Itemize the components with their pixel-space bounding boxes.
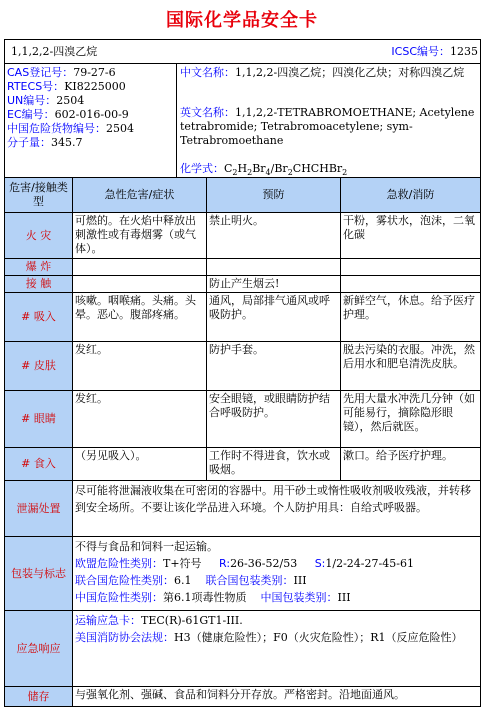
s-label: S: xyxy=(314,557,326,570)
row-prevention: 防护手套。 xyxy=(207,342,341,391)
mw-value: 345.7 xyxy=(51,136,83,149)
rtecs-value: KI8225000 xyxy=(64,80,126,93)
table-header-row xyxy=(5,178,481,213)
mw-label: 分子量： xyxy=(7,136,51,149)
packaging-eu xyxy=(75,555,478,572)
packaging-label: 包装与标志 xyxy=(5,537,73,611)
un-pack-label: 联合国包装类别： xyxy=(205,574,294,587)
transport-card xyxy=(75,612,478,629)
emergency-text xyxy=(73,611,481,687)
un-hazard-label: 联合国危险性类别： xyxy=(75,574,174,587)
eu-class-label: 欧盟危险性类别： xyxy=(75,557,163,570)
formula-label: 化学式： xyxy=(180,162,224,175)
table-row xyxy=(5,276,481,293)
row-prevention: 防止产生烟云! xyxy=(207,276,341,293)
table-row xyxy=(5,259,481,276)
header-hazard: 急性危害/症状 xyxy=(73,178,207,213)
row-hazard: 发红。 xyxy=(73,391,207,448)
row-prevention: 工作时不得进食，饮水或吸烟。 xyxy=(207,448,341,481)
un-pack-value: III xyxy=(293,574,307,587)
cn-name-value: 1,1,2,2-四溴乙烷；四溴化乙炔；对称四溴乙烷 xyxy=(235,66,465,79)
header-prevention: 预防 xyxy=(207,178,341,213)
ec-label: EC编号： xyxy=(7,108,55,121)
row-hazard xyxy=(73,259,207,276)
row-prevention: 禁止明火。 xyxy=(207,213,341,259)
r-label: R: xyxy=(219,557,231,570)
en-name-value: 1,1,2,2-TETRABROMOETHANE; Acetylene tetrabromide; Tetrabromoacetylene; sym-Tetrabromoethane xyxy=(180,106,475,147)
cn-pack-value: III xyxy=(337,591,351,604)
row-type: 火 灾 xyxy=(5,213,73,259)
row-type: # 食入 xyxy=(5,448,73,481)
formula-value: $C_2H_2Br_4/Br_2CHCHBr_2$ xyxy=(224,162,348,178)
ec-value: 602-016-00-9 xyxy=(54,108,129,121)
spill-row xyxy=(5,481,481,537)
packaging-text xyxy=(73,537,481,611)
row-first-aid: 干粉，雾状水，泡沫，二氧化碳 xyxy=(341,213,481,259)
transport-card-label: 运输应急卡： xyxy=(75,614,141,627)
transport-card-value: TEC(R)-61GT1-III. xyxy=(141,614,243,627)
nfpa-label: 美国消防协会法规： xyxy=(75,631,174,644)
row-first-aid: 先用大量水冲洗几分钟（如可能易行，摘除隐形眼镜），然后就医。 xyxy=(341,391,481,448)
storage-text: 与强氧化剂、强碱、食品和饲料分开存放。严格密封。沿地面通风。 xyxy=(73,687,481,707)
en-name-label: 英文名称： xyxy=(180,106,235,119)
s-value: 1/2-24-27-45-61 xyxy=(325,557,414,570)
r-value: 26-36-52/53 xyxy=(230,557,298,570)
row-prevention: 通风，局部排气通风或呼吸防护。 xyxy=(207,293,341,342)
china-number-label: 中国危险货物编号： xyxy=(7,122,106,135)
row-first-aid: 漱口。给予医疗护理。 xyxy=(341,448,481,481)
row-first-aid xyxy=(341,259,481,276)
spill-label: 泄漏处置 xyxy=(5,481,73,537)
packaging-row xyxy=(5,537,481,611)
un-label: UN编号： xyxy=(7,94,57,107)
card-title: 国际化学品安全卡 xyxy=(166,10,318,31)
row-hazard: 咳嗽。咽喉痛。头痛。头晕。恶心。腹部疼痛。 xyxy=(73,293,207,342)
storage-label: 储存 xyxy=(5,687,73,707)
spill-text: 尽可能将泄漏液收集在可密闭的容器中。用干砂土或惰性吸收剂吸收残液，并转移到安全场所。不要让该化学品进入环境。个人防护用具：自给式呼吸器。 xyxy=(73,481,481,537)
storage-row xyxy=(5,687,481,707)
identifiers-cell xyxy=(5,64,177,179)
header-type: 危害/接触类型 xyxy=(5,178,73,213)
row-type: 接 触 xyxy=(5,276,73,293)
table-row xyxy=(5,391,481,448)
un-value: 2504 xyxy=(56,94,85,107)
table-row xyxy=(5,213,481,259)
row-hazard: （另见吸入）。 xyxy=(73,448,207,481)
row-first-aid xyxy=(341,276,481,293)
emergency-label: 应急响应 xyxy=(5,611,73,687)
cn-name-label: 中文名称： xyxy=(180,66,235,79)
row-hazard: 可燃的。在火焰中释放出刺激性或有毒烟雾（或气体）。 xyxy=(73,213,207,259)
cn-hazard-value: 第6.1项毒性物质 xyxy=(163,591,247,604)
emergency-row xyxy=(5,611,481,687)
hazard-table xyxy=(4,177,481,707)
packaging-un xyxy=(75,572,478,589)
row-prevention xyxy=(207,259,341,276)
row-type: 爆 炸 xyxy=(5,259,73,276)
icsc-label: ICSC编号： xyxy=(391,44,451,58)
packaging-cn xyxy=(75,589,478,606)
names-cell xyxy=(177,64,481,179)
row-hazard xyxy=(73,276,207,293)
nfpa-code xyxy=(75,629,478,646)
row-prevention: 安全眼镜，或眼睛防护结合呼吸防护。 xyxy=(207,391,341,448)
un-hazard-value: 6.1 xyxy=(174,574,192,587)
china-number-value: 2504 xyxy=(106,122,134,135)
row-type: # 皮肤 xyxy=(5,342,73,391)
cas-label: CAS登记号： xyxy=(7,66,74,79)
cas-value: 79-27-6 xyxy=(73,66,116,79)
header-first-aid: 急救/消防 xyxy=(341,178,481,213)
rtecs-label: RTECS号： xyxy=(7,80,65,93)
row-first-aid: 脱去污染的衣服。冲洗，然后用水和肥皂清洗皮肤。 xyxy=(341,342,481,391)
row-type: # 眼睛 xyxy=(5,391,73,448)
table-row xyxy=(5,448,481,481)
nfpa-value: H3（健康危险性）；F0（火灾危险性）；R1（反应危险性） xyxy=(174,631,463,644)
table-row xyxy=(5,342,481,391)
name-row xyxy=(5,40,481,64)
identity-table xyxy=(4,39,481,179)
eu-class-value: T+符号 xyxy=(163,557,202,570)
row-hazard: 发红。 xyxy=(73,342,207,391)
cn-pack-label: 中国包装类别： xyxy=(260,591,338,604)
row-first-aid: 新鲜空气，休息。给予医疗护理。 xyxy=(341,293,481,342)
row-type: # 吸入 xyxy=(5,293,73,342)
icsc-value: 1235 xyxy=(450,44,479,58)
chemical-name: 1,1,2,2-四溴乙烷 xyxy=(11,44,98,58)
icsc-number xyxy=(391,45,478,59)
table-row xyxy=(5,293,481,342)
packaging-line1: 不得与食品和饲料一起运输。 xyxy=(75,540,218,553)
cn-hazard-label: 中国危险性类别： xyxy=(75,591,163,604)
